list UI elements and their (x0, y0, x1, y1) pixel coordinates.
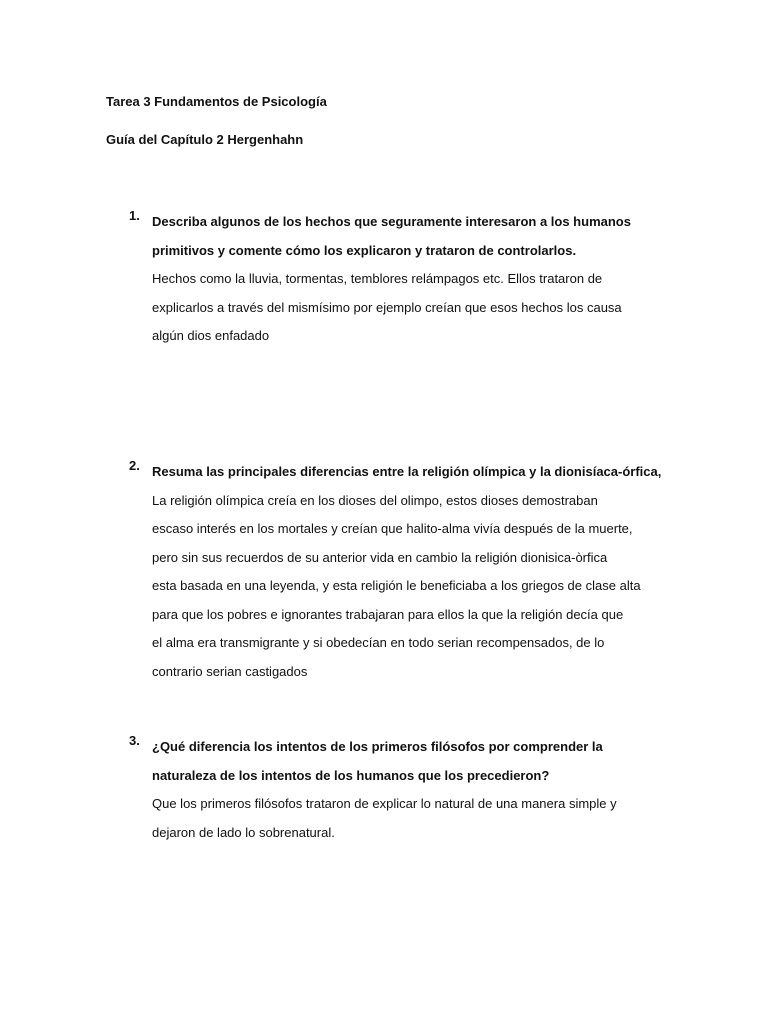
answer-line: contrario serian castigados (152, 663, 308, 679)
answer-line: escaso interés en los mortales y creían que halito-alma vivía después de la muerte, (152, 521, 633, 536)
answer-line: esta basada en una leyenda, y esta religión le beneficiaba a los griegos de clase alta (152, 578, 641, 593)
answer-text (152, 487, 672, 687)
question-text (152, 733, 672, 790)
question-body (152, 733, 672, 847)
question-line: ¿Qué diferencia los intentos de los primeros filósofos por comprender la (152, 739, 603, 754)
answer-text (152, 265, 672, 351)
answer-line: algún dios enfadado (152, 328, 270, 343)
document-title: Tarea 3 Fundamentos de Psicología (106, 94, 327, 109)
answer-line: La religión olímpica creía en los dioses del olimpo, estos dioses demostraban (152, 492, 598, 508)
question-number: 2. (129, 458, 140, 473)
answer-text (152, 790, 672, 847)
answer-line: pero sin sus recuerdos de su anterior vida en cambio la religión dionisica-òrfica (152, 549, 608, 565)
answer-line: para que los pobres e ignorantes trabajaran para ellos la que la religión decía que (152, 606, 624, 622)
answer-line: el alma era transmigrante y si obedecían en todo serian recompensados, de lo (152, 635, 605, 650)
answer-line: explicarlos a través del mismísimo por ejemplo creían que esos hechos los causa (152, 299, 622, 315)
question-line: Describa algunos de los hechos que seguramente interesaron a los humanos (152, 214, 631, 229)
question-line: primitivos y comente cómo los explicaron y trataron de controlarlos. (152, 242, 577, 258)
answer-line: dejaron de lado lo sobrenatural. (152, 824, 335, 840)
question-line: Resuma las principales diferencias entre la religión olímpica y la dionisíaca-órfica, (152, 464, 662, 479)
answer-line: Hechos como la lluvia, tormentas, temblores relámpagos etc. Ellos trataron de (152, 271, 603, 286)
question-text (152, 458, 672, 487)
document-subtitle: Guía del Capítulo 2 Hergenhahn (106, 132, 304, 147)
question-number: 1. (129, 208, 140, 223)
answer-line: Que los primeros filósofos trataron de explicar lo natural de una manera simple y (152, 796, 617, 811)
question-body (152, 458, 672, 686)
question-text (152, 208, 672, 265)
question-number: 3. (129, 733, 140, 748)
question-line: naturaleza de los intentos de los humanos que los precedieron? (152, 767, 550, 783)
question-body (152, 208, 672, 351)
